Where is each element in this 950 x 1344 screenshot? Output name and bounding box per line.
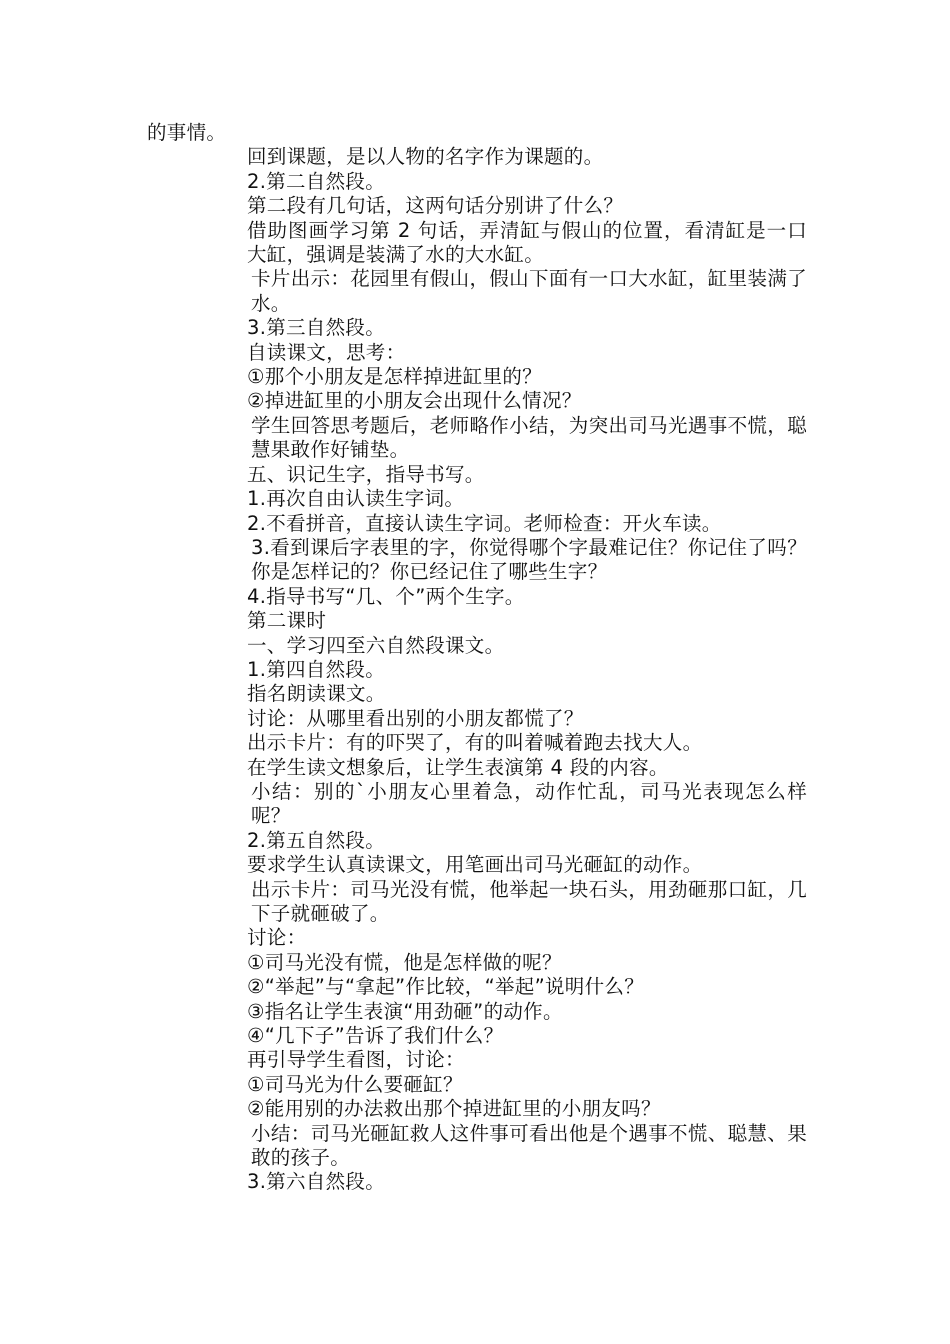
paragraph: 要求学生认真读课文，用笔画出司马光砸缸的动作。 <box>247 853 703 877</box>
section-heading: 第二课时 <box>247 609 327 633</box>
paragraph: 自读课文，思考： <box>247 340 406 364</box>
paragraph: 回到课题，是以人物的名字作为课题的。 <box>247 145 604 169</box>
paragraph: 的事情。 <box>147 121 227 144</box>
paragraph: ②掉进缸里的小朋友会出现什么情况？ <box>247 389 582 413</box>
paragraph: ①司马光没有慌，他是怎样做的呢？ <box>247 950 562 974</box>
paragraph: ①司马光为什么要砸缸？ <box>247 1072 463 1096</box>
paragraph: ③指名让学生表演“用劲砸”的动作。 <box>247 999 563 1023</box>
paragraph: 2.不看拼音，直接认读生字词。老师检查：开火车读。 <box>247 511 722 535</box>
paragraph: 出示卡片：司马光没有慌，他举起一块石头，用劲砸那口缸，几下子就砸破了。 <box>251 877 807 925</box>
paragraph: 1.再次自由认读生字词。 <box>247 487 465 511</box>
paragraph: 1.第四自然段。 <box>247 657 386 681</box>
paragraph: 3.第三自然段。 <box>247 316 386 340</box>
paragraph: 借助图画学习第 2 句话，弄清缸与假山的位置，看清缸是一口大缸，强调是装满了水的大水缸。 <box>247 218 807 267</box>
paragraph: 小结：别的`小朋友心里着急，动作忙乱，司马光表现怎么样呢？ <box>251 779 807 828</box>
paragraph: 出示卡片：有的吓哭了，有的叫着喊着跑去找大人。 <box>247 731 703 755</box>
document-body <box>147 121 807 1195</box>
paragraph: 讨论： <box>247 926 307 950</box>
paragraph: 3.看到课后字表里的字，你觉得哪个字最难记住？你记住了吗？你是怎样记的？你已经记住了哪些生字？ <box>251 535 807 584</box>
paragraph: 讨论：从哪里看出别的小朋友都慌了？ <box>247 706 584 730</box>
paragraph: ②能用别的办法救出那个掉进缸里的小朋友吗？ <box>247 1097 661 1121</box>
paragraph: 再引导学生看图，讨论： <box>247 1048 465 1072</box>
paragraph: ①那个小朋友是怎样掉进缸里的？ <box>247 365 542 389</box>
paragraph: 2.第五自然段。 <box>247 828 386 852</box>
paragraph: 4.指导书写“几、个”两个生字。 <box>247 584 525 608</box>
paragraph: 指名朗读课文。 <box>247 682 386 706</box>
paragraph: 小结：司马光砸缸救人这件事可看出他是个遇事不慌、聪慧、果敢的孩子。 <box>251 1121 807 1170</box>
paragraph: 学生回答思考题后，老师略作小结，为突出司马光遇事不慌，聪慧果敢作好铺垫。 <box>251 413 807 462</box>
paragraph: ②“举起”与“拿起”作比较，“举起”说明什么？ <box>247 975 644 999</box>
paragraph: 五、识记生字，指导书写。 <box>247 462 485 486</box>
paragraph: 一、学习四至六自然段课文。 <box>247 633 505 657</box>
paragraph: 第二段有几句话，这两句话分别讲了什么？ <box>247 194 624 218</box>
paragraph: 2.第二自然段。 <box>247 169 386 193</box>
paragraph: 卡片出示：花园里有假山，假山下面有一口大水缸，缸里装满了水。 <box>251 267 807 315</box>
paragraph: ④“几下子”告诉了我们什么？ <box>247 1024 504 1048</box>
paragraph: 在学生读文想象后，让学生表演第 4 段的内容。 <box>247 755 669 779</box>
paragraph: 3.第六自然段。 <box>247 1170 386 1194</box>
